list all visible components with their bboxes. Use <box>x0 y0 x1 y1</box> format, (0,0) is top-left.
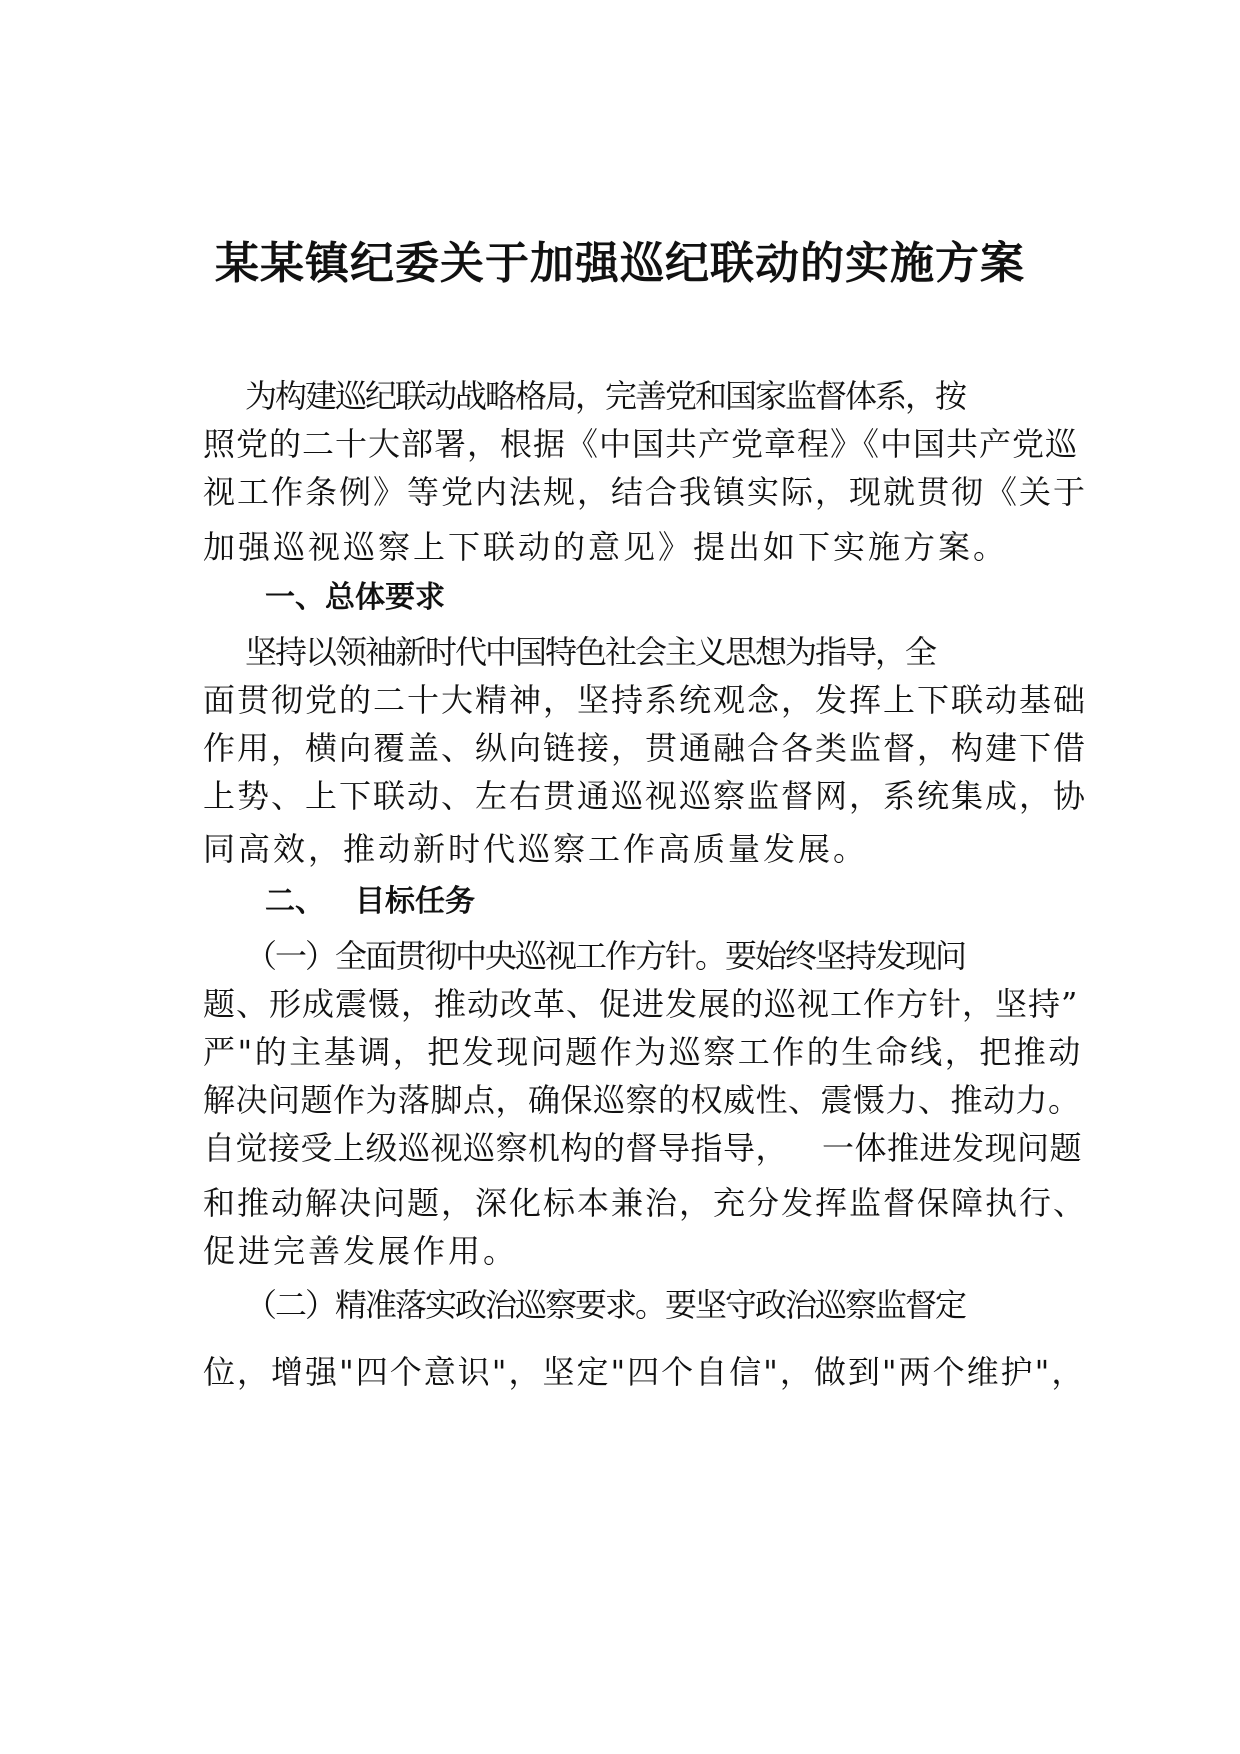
section-1-line-5: 同高效，推动新时代巡察工作高质量发展。 <box>203 830 869 868</box>
intro-line-2: 照党的二十大部署，根据《中国共产党章程》《中国共产党巡 <box>203 425 1079 463</box>
section-2-item-1-line-1: （一）全面贯彻中央巡视工作方针。要始终坚持发现问 <box>245 937 966 975</box>
section-2-item-1-line-6: 和推动解决问题，深化标本兼治，充分发挥监督保障执行、 <box>203 1184 1088 1222</box>
intro-line-1: 为构建巡纪联动战略格局，完善党和国家监督体系，按 <box>245 377 966 415</box>
section-1-line-2: 面贯彻党的二十大精神，坚持系统观念，发挥上下联动基础 <box>203 681 1088 719</box>
section-2-heading-text: 目标任务 <box>355 884 475 919</box>
section-2-item-1-line-4: 解决问题作为落脚点，确保巡察的权威性、震慑力、推动力。 <box>203 1081 1081 1119</box>
intro-line-3: 视工作条例》等党内法规，结合我镇实际，现就贯彻《关于 <box>203 473 1088 511</box>
intro-line-4: 加强巡视巡察上下联动的意见》提出如下实施方案。 <box>203 528 1009 566</box>
section-1-line-3: 作用，横向覆盖、纵向链接，贯通融合各类监督，构建下借 <box>203 729 1088 767</box>
section-2-item-1-line-5-part-a: 自觉接受上级巡视巡察机构的督导指导， <box>203 1129 789 1167</box>
section-2-item-1-line-5-part-b: 一体推进发现问题 <box>822 1129 1083 1167</box>
section-2-item-2-line-1: （二）精准落实政治巡察要求。要坚守政治巡察监督定 <box>245 1286 966 1324</box>
section-1-line-4: 上势、上下联动、左右贯通巡视巡察监督网，系统集成，协 <box>203 777 1088 815</box>
section-1-heading: 一、总体要求 <box>265 580 445 615</box>
section-2-item-1-line-3: 严"的主基调，把发现问题作为巡察工作的生命线，把推动 <box>203 1033 1083 1071</box>
section-2-item-1-line-2: 题、形成震慑，推动改革、促进发展的巡视工作方针，坚持” <box>203 985 1079 1023</box>
document-title: 某某镇纪委关于加强巡纪联动的实施方案 <box>215 238 1025 289</box>
section-2-item-1-line-7: 促进完善发展作用。 <box>203 1232 519 1270</box>
section-2-heading <box>265 882 475 922</box>
section-2-heading-number: 二、 <box>265 884 325 919</box>
section-2-item-2-line-2: 位，增强"四个意识"，坚定"四个自信"，做到"两个维护"， <box>203 1353 1086 1391</box>
section-2-item-1-line-5 <box>203 1128 1083 1168</box>
section-1-line-1: 坚持以领袖新时代中国特色社会主义思想为指导，全 <box>245 633 936 671</box>
